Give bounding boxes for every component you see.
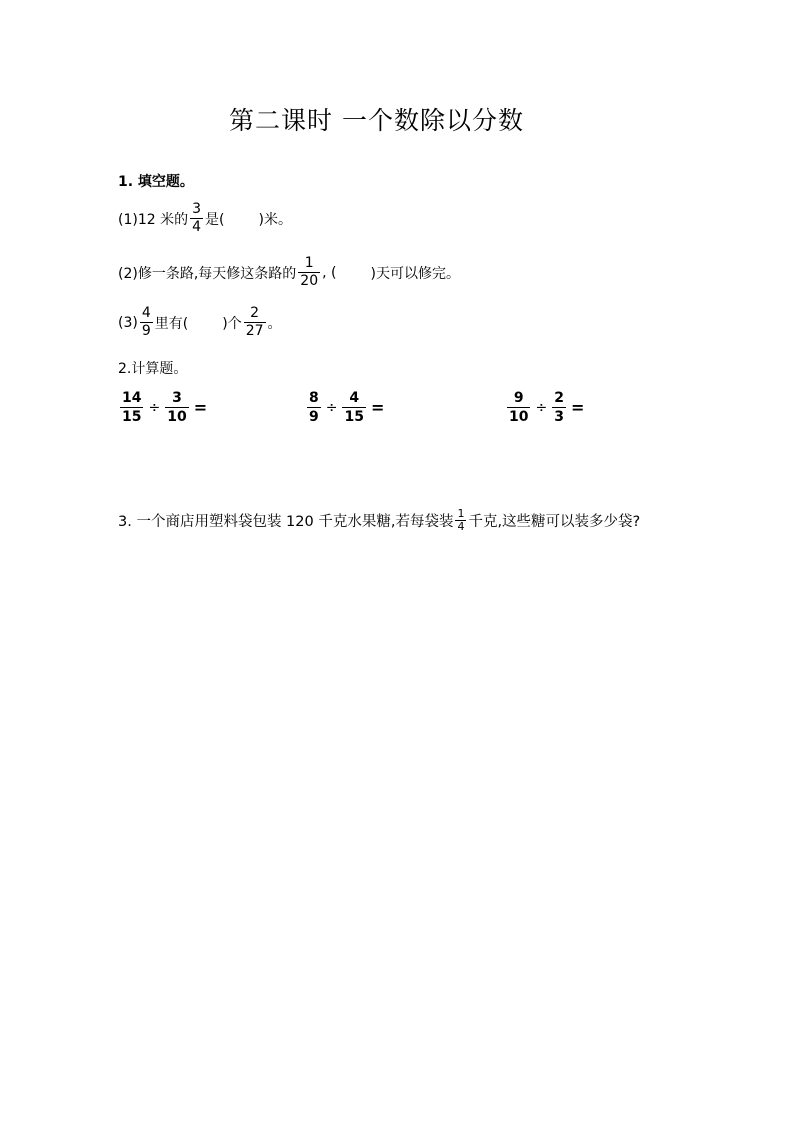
calc-2-divisor-denominator: 15 <box>344 409 364 425</box>
calc-3-dividend <box>507 389 530 426</box>
section-1-heading: 1. 填空题。 <box>118 174 194 190</box>
calc-1-dividend-denominator: 15 <box>122 409 142 425</box>
question-1 <box>118 201 292 236</box>
calc-2-divisor-numerator: 4 <box>349 390 360 406</box>
equals-sign: = <box>370 398 385 417</box>
page-title: 第二课时 一个数除以分数 <box>229 106 524 135</box>
q3-text-post: 。 <box>267 315 282 332</box>
equals-sign: = <box>193 398 208 417</box>
section-2-heading: 2.计算题。 <box>118 361 188 377</box>
calc-3-divisor-denominator: 3 <box>554 409 564 425</box>
calc-1-divisor <box>165 389 188 426</box>
word-problem-fraction <box>455 508 466 533</box>
q2-text-post: )天可以修完。 <box>370 265 460 282</box>
calc-item-3 <box>505 389 584 426</box>
q1-text-mid: 是( <box>205 211 225 228</box>
word-problem-text-pre: 3. 一个商店用塑料袋包装 120 千克水果糖,若每袋装 <box>118 514 454 530</box>
q2-fraction <box>298 255 320 290</box>
calc-3-divisor <box>552 389 566 426</box>
q3-fraction-1 <box>140 305 153 340</box>
calc-3-divisor-numerator: 2 <box>554 390 564 406</box>
word-problem-denominator: 4 <box>457 520 465 533</box>
q1-fraction <box>190 201 203 236</box>
divide-sign: ÷ <box>535 399 548 416</box>
q2-numerator: 1 <box>304 255 314 271</box>
q2-denominator: 20 <box>300 273 319 289</box>
word-problem <box>118 508 640 533</box>
q1-denominator: 4 <box>192 219 202 235</box>
q3-numerator-2: 2 <box>250 305 260 321</box>
q1-text-post: )米。 <box>258 211 292 228</box>
calc-item-1 <box>118 389 207 426</box>
q3-numerator-1: 4 <box>141 305 151 321</box>
q3-text-mid2: )个 <box>222 315 242 332</box>
q2-text-mid: , ( <box>322 264 337 281</box>
q2-text-pre: (2)修一条路,每天修这条路的 <box>118 265 297 282</box>
question-3 <box>118 305 282 340</box>
equals-sign: = <box>570 398 585 417</box>
question-2 <box>118 255 460 290</box>
q3-text-mid: 里有( <box>154 315 189 332</box>
calc-2-divisor <box>342 389 365 426</box>
q3-fraction-2 <box>244 305 266 340</box>
word-problem-text-post: 千克,这些糖可以装多少袋? <box>468 514 641 530</box>
q3-denominator-2: 27 <box>245 323 264 339</box>
calc-1-divisor-denominator: 10 <box>167 409 187 425</box>
calc-3-dividend-denominator: 10 <box>509 409 529 425</box>
q3-denominator-1: 9 <box>141 323 151 339</box>
calc-1-dividend <box>120 389 143 426</box>
calc-2-dividend-numerator: 8 <box>309 390 319 406</box>
divide-sign: ÷ <box>148 399 161 416</box>
q1-numerator: 3 <box>192 201 202 217</box>
calc-1-divisor-numerator: 3 <box>172 390 182 406</box>
calc-2-dividend-denominator: 9 <box>309 409 319 425</box>
calc-1-dividend-numerator: 14 <box>122 390 142 406</box>
q1-text-pre: (1)12 米的 <box>118 211 189 228</box>
q3-text-pre: (3) <box>118 314 138 331</box>
word-problem-numerator: 1 <box>457 507 465 520</box>
calc-item-2 <box>305 389 384 426</box>
calc-2-dividend <box>307 389 321 426</box>
divide-sign: ÷ <box>325 399 338 416</box>
calc-3-dividend-numerator: 9 <box>513 390 524 406</box>
